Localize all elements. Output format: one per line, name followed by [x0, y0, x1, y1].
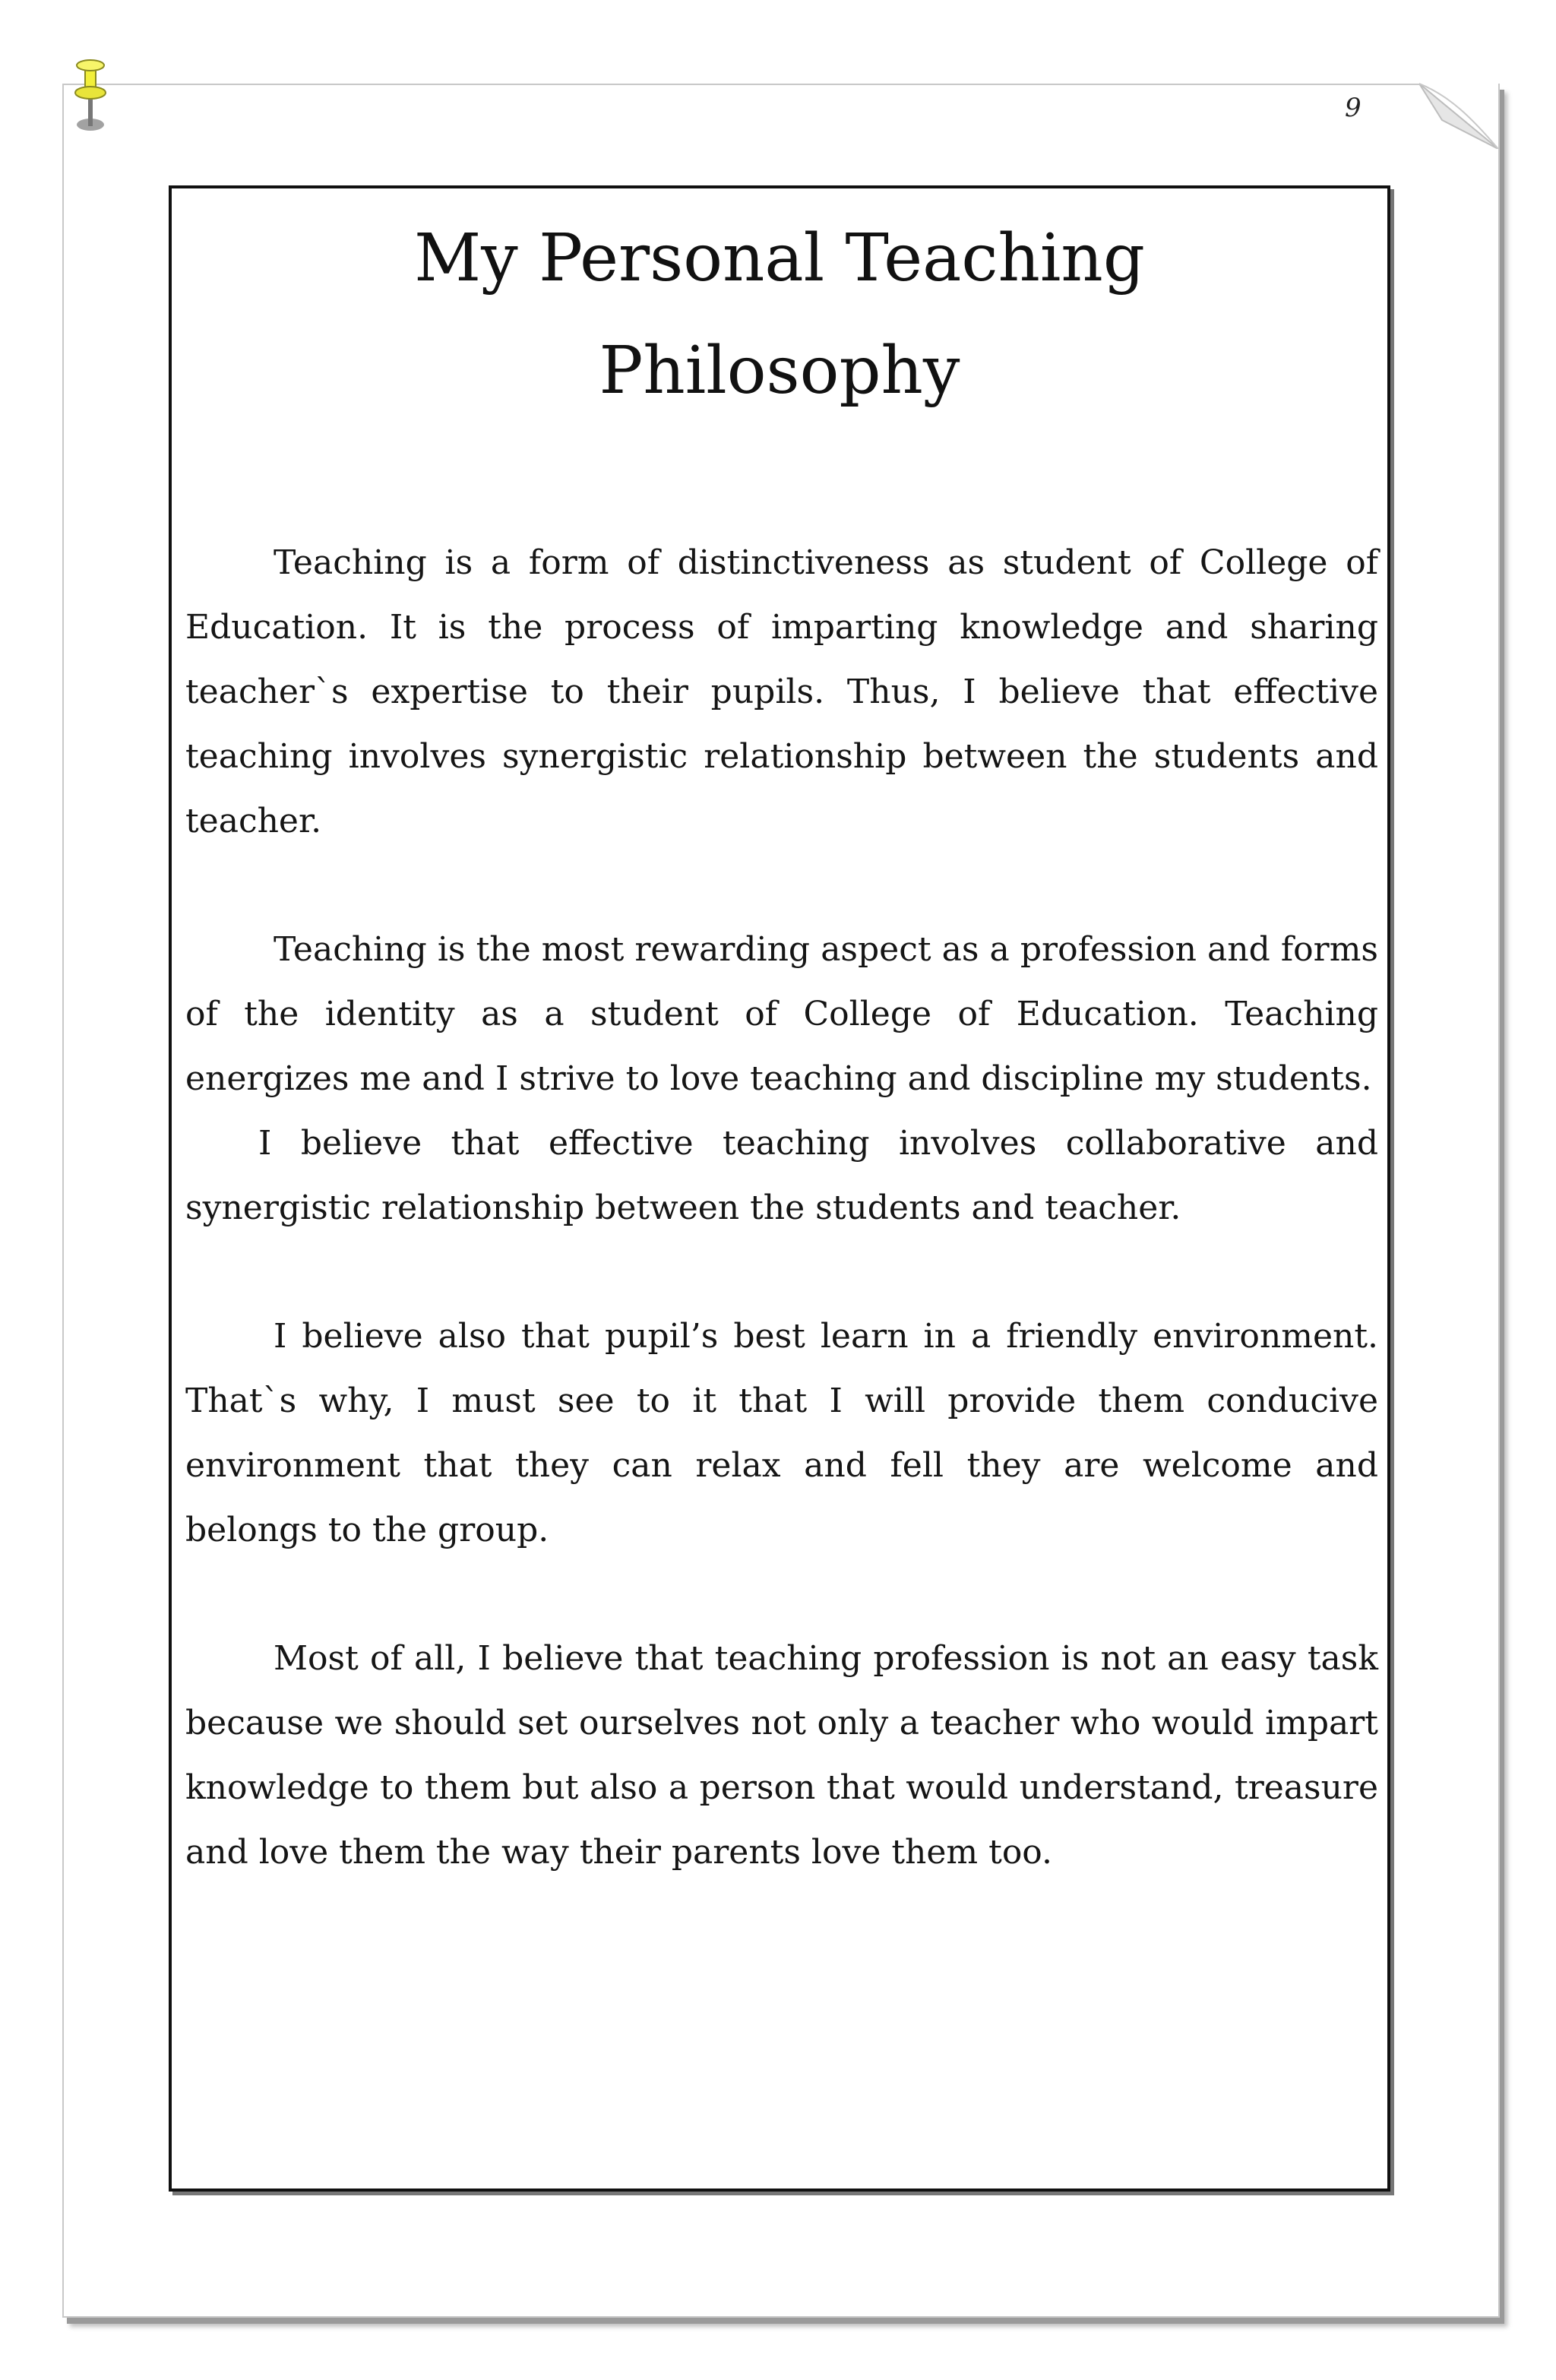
page-number: 9: [1345, 93, 1362, 123]
philosophy-body: [185, 530, 1378, 1885]
paragraph-gap: [185, 1240, 1378, 1304]
page-curl-icon: [1419, 81, 1503, 149]
paragraph-gap: [185, 853, 1378, 917]
title-line-1: My Personal Teaching: [414, 220, 1145, 296]
content-frame: [169, 185, 1390, 2192]
page-title: [172, 202, 1387, 427]
paragraph-3: I believe that effective teaching involves collaborative and synergistic relationship between the students and teacher.: [185, 1124, 1378, 1227]
paragraph-2: Teaching is the most rewarding aspect as a profession and forms of the identity as a student of College of Education. Teaching energizes me and I strive to love teaching and discipline my students.: [185, 930, 1378, 1098]
paragraph-4: I believe also that pupil’s best learn in a friendly environment. That`s why, I must see to it that I will provide them conducive environment that they can relax and fell they are welcome and belongs to the group.: [185, 1317, 1378, 1549]
title-line-2: Philosophy: [599, 333, 960, 409]
paragraph-5: Most of all, I believe that teaching profession is not an easy task because we should set ourselves not only a teacher who would impart knowledge to them but also a person that would understand, treasure and love them the way their parents love them too.: [185, 1639, 1378, 1872]
paragraph-gap: [185, 1562, 1378, 1626]
pushpin-icon: [67, 58, 114, 134]
paragraph-1: Teaching is a form of distinctiveness as student of College of Education. It is the process of imparting knowledge and sharing teacher`s expertise to their pupils. Thus, I believe that effective teaching involves synergistic relationship between the students and teacher.: [185, 543, 1378, 840]
